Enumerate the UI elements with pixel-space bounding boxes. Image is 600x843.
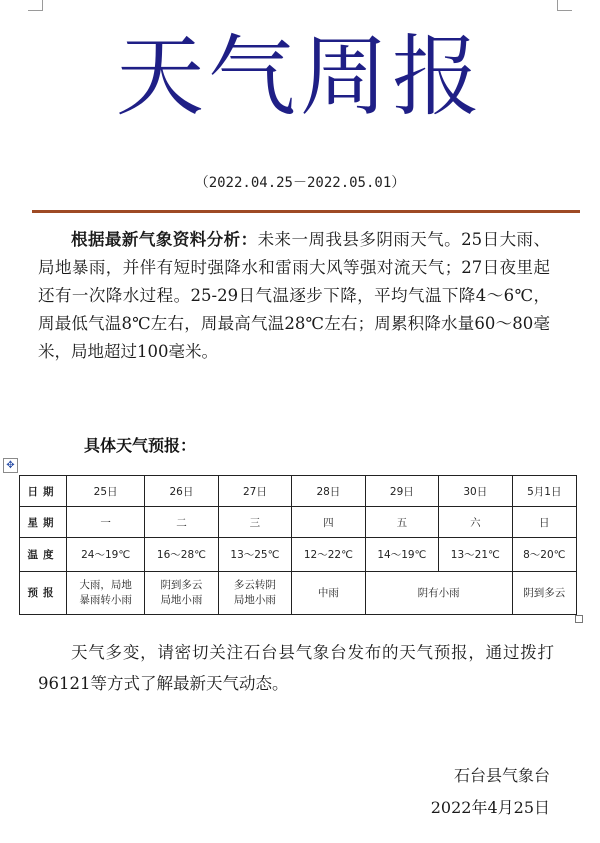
table-row-weekday [20,507,577,538]
forecast-table [19,475,577,615]
analysis-paragraph [38,226,550,366]
weekday-cell: 五 [365,507,438,538]
weekday-cell: 四 [292,507,365,538]
forecast-cell [218,572,291,615]
forecast-line: 阴到多云 [160,579,203,591]
weekday-cell: 二 [145,507,218,538]
notice-paragraph: 天气多变，请密切关注石台县气象台发布的天气预报，通过拨打96121等方式了解最新天气动态。 [38,643,554,693]
signature-date: 2022年4月25日 [430,798,550,817]
signature-org: 石台县气象台 [453,766,550,785]
date-cell: 25日 [67,476,145,507]
row-label-date: 日期 [20,476,67,507]
temperature-cell: 13～25℃ [218,538,291,572]
date-range: （2022.04.25－2022.05.01） [194,175,406,191]
table-row-forecast [20,572,577,615]
forecast-line: 局地小雨 [233,594,276,606]
date-cell: 30日 [439,476,512,507]
forecast-line: 大雨，局地 [79,579,132,591]
weekday-cell: 日 [512,507,576,538]
weekday-cell: 六 [439,507,512,538]
date-cell: 5月1日 [512,476,576,507]
date-cell: 27日 [218,476,291,507]
temperature-cell: 16～28℃ [145,538,218,572]
temperature-cell: 14～19℃ [365,538,438,572]
title-divider [32,210,580,213]
forecast-line: 多云转阴 [233,579,276,591]
analysis-lead: 根据最新气象资料分析： [71,230,258,249]
temperature-cell: 13～21℃ [439,538,512,572]
temperature-cell: 12～22℃ [292,538,365,572]
row-label-forecast: 预报 [20,572,67,615]
forecast-line: 暴雨转小雨 [79,594,132,606]
date-cell: 29日 [365,476,438,507]
forecast-cell [67,572,145,615]
date-cell: 28日 [292,476,365,507]
weekday-cell: 一 [67,507,145,538]
analysis-text: 未来一周我县多阴雨天气。25日大雨、局地暴雨，并伴有短时强降水和雷雨大风等强对流天气；27日夜里起还有一次降水过程。25-29日气温逐步下降，平均气温下降4～6℃，周最低气温8℃左右，周最高气温28℃左右；周累积降水量60～80毫米，局地超过100毫米。 [38,230,550,361]
page-margin-marker-left [28,0,43,11]
forecast-cell-merged: 阴有小雨 [365,572,512,615]
temperature-cell: 8～20℃ [512,538,576,572]
page-title: 天气周报 [115,25,484,128]
temperature-cell: 24～19℃ [67,538,145,572]
weekday-cell: 三 [218,507,291,538]
row-label-temperature: 温度 [20,538,67,572]
forecast-cell: 中雨 [292,572,365,615]
forecast-cell: 阴到多云 [512,572,576,615]
date-cell: 26日 [145,476,218,507]
table-row-temperature [20,538,577,572]
forecast-cell [145,572,218,615]
row-label-weekday: 星期 [20,507,67,538]
move-arrows-icon[interactable]: ✥ [3,458,18,473]
page-margin-marker-right [557,0,572,11]
forecast-heading: 具体天气预报： [84,436,197,455]
resize-handle-icon[interactable] [575,615,583,623]
table-row-date [20,476,577,507]
forecast-line: 局地小雨 [160,594,203,606]
